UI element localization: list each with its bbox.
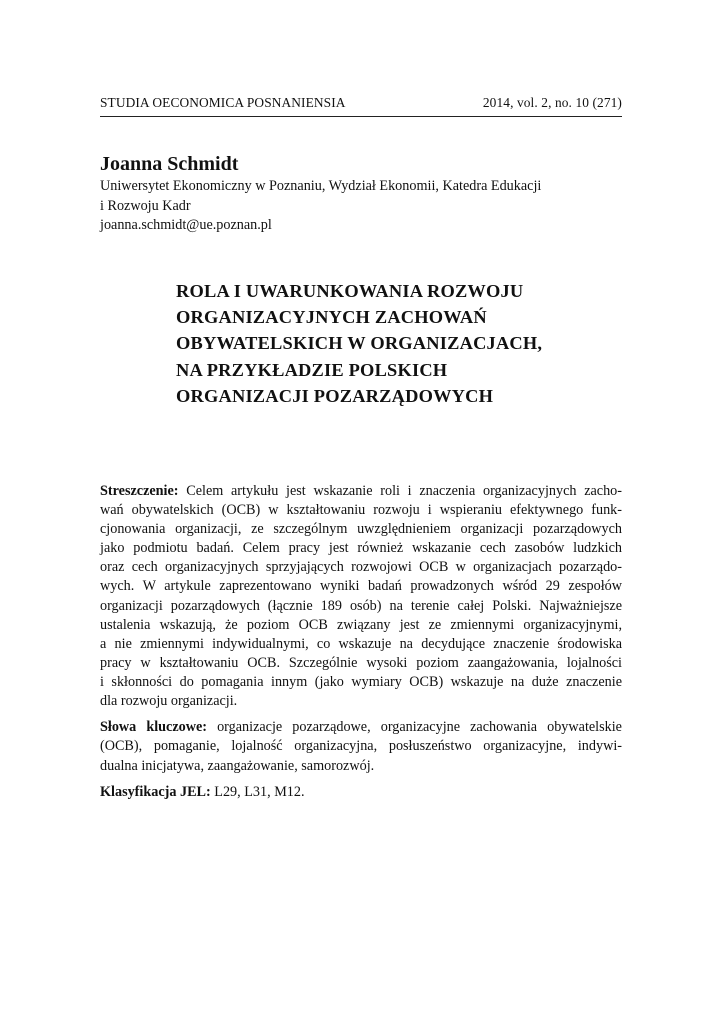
keywords-line: (OCB), pomaganie, lojalność organizacyjna, posłuszeństwo organizacyjne, indywi- <box>100 738 622 755</box>
keywords-paragraph <box>100 718 622 775</box>
keywords-line: dualna inicjatywa, zaangażowanie, samorozwój. <box>100 757 375 774</box>
jel-paragraph <box>100 783 622 802</box>
jel-label: Klasyfikacja JEL: <box>100 783 211 800</box>
running-header <box>100 93 622 113</box>
author-name: Joanna Schmidt <box>100 153 239 175</box>
abstract-line: i skłonności do pomagania innym (jako wymiary OCB) wskazuje na duże znaczenie <box>100 673 622 690</box>
abstract-line: a nie zmiennymi indywidualnymi, co wskazuje na decydujące znaczenie środowiska <box>100 635 622 652</box>
keywords-label: Słowa kluczowe: <box>100 719 208 736</box>
abstract-line: organizacji pozarządowych (łącznie 189 osób) na terenie całej Polski. Najważniejsze <box>100 597 622 614</box>
abstract-line: Celem artykułu jest wskazanie roli i znaczenia organizacyjnych zacho- <box>178 483 622 499</box>
abstract-block <box>100 482 622 809</box>
abstract-paragraph <box>100 482 622 711</box>
abstract-line: dla rozwoju organizacji. <box>100 693 238 710</box>
abstract-line: wych. W artykule zaprezentowano wyniki badań prowadzonych wśród 29 zespołów <box>100 578 622 595</box>
header-rule <box>100 116 622 117</box>
jel-codes: L29, L31, M12. <box>210 783 305 800</box>
abstract-label: Streszczenie: <box>100 483 179 499</box>
title-line: OBYWATELSKICH W ORGANIZACJACH, <box>176 333 543 354</box>
author-affiliation <box>100 177 630 236</box>
abstract-line: jako podmiotu badań. Celem pracy jest również wskazanie cech zasobów ludzkich <box>100 540 622 557</box>
article-title <box>176 278 636 409</box>
abstract-line: pracy w kształtowaniu OCB. Szczególnie wysoki poziom zaangażowania, lojalności <box>100 654 622 671</box>
abstract-line: oraz cech organizacyjnych sprzyjających rozwojowi OCB w organizacjach pozarządo- <box>100 559 622 576</box>
title-line: ROLA I UWARUNKOWANIA ROZWOJU <box>176 281 524 301</box>
abstract-line: wań obywatelskich (OCB) w kształtowaniu rozwoju i wspieraniu efektywnego funk- <box>100 502 622 519</box>
abstract-line: cjonowania organizacji, ze szczególnym uwzględnieniem organizacji pozarządowych <box>100 521 622 538</box>
affiliation-line: Uniwersytet Ekonomiczny w Poznaniu, Wydział Ekonomii, Katedra Edukacji <box>100 178 542 194</box>
affiliation-line: i Rozwoju Kadr <box>100 197 191 214</box>
journal-name: STUDIA OECONOMICA POSNANIENSIA <box>100 95 346 110</box>
title-line: NA PRZYKŁADZIE POLSKICH <box>176 359 448 380</box>
abstract-line: ustalenia wskazują, że poziom OCB związany jest ze zmiennymi organizacyjnymi, <box>100 616 622 633</box>
title-line: ORGANIZACYJNYCH ZACHOWAŃ <box>176 307 487 328</box>
keywords-line: organizacje pozarządowe, organizacyjne zachowania obywatelskie <box>207 719 622 736</box>
issue-info: 2014, vol. 2, no. 10 (271) <box>482 95 622 110</box>
author-email[interactable]: joanna.schmidt@ue.poznan.pl <box>100 217 272 233</box>
title-line: ORGANIZACJI POZARZĄDOWYCH <box>176 385 494 406</box>
